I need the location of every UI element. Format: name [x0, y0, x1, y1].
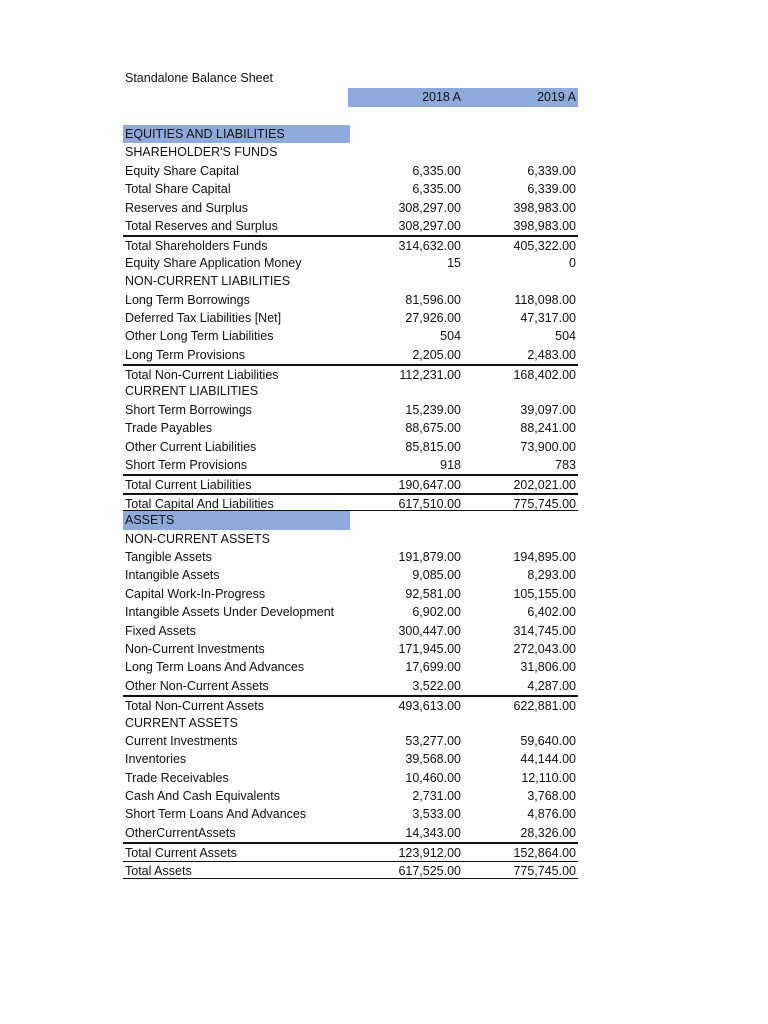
row-label: Total Share Capital: [125, 182, 231, 197]
value-2019: 31,806.00: [520, 660, 576, 675]
line-item-row: [123, 309, 578, 327]
section-band-row: [123, 511, 578, 529]
section-heading-row: [123, 143, 578, 161]
row-label: Non-Current Investments: [125, 641, 265, 656]
value-2018: 171,945.00: [398, 641, 461, 656]
value-2019: 6,339.00: [527, 163, 576, 178]
row-label: Equity Share Capital: [125, 163, 239, 178]
line-item-row: [123, 456, 578, 474]
row-label: Current Investments: [125, 733, 238, 748]
row-label: Total Current Assets: [125, 846, 237, 861]
year-header-row: [123, 88, 578, 107]
section-heading-row: [123, 382, 578, 400]
value-2018: 9,085.00: [412, 568, 461, 583]
value-2019: 398,983.00: [513, 218, 576, 233]
row-label: OtherCurrentAssets: [125, 825, 236, 840]
row-label: Total Reserves and Surplus: [125, 218, 278, 233]
line-item-row: [123, 732, 578, 750]
row-label: Short Term Loans And Advances: [125, 807, 307, 822]
row-label: Cash And Cash Equivalents: [125, 789, 280, 804]
line-item-row: [123, 787, 578, 805]
row-label: Inventories: [125, 752, 187, 767]
row-label: Intangible Assets: [125, 568, 220, 583]
value-2018: 27,926.00: [405, 310, 461, 325]
row-label: Trade Payables: [125, 421, 213, 436]
value-2019: 105,155.00: [513, 586, 576, 601]
value-2019: 39,097.00: [520, 402, 576, 417]
balance-sheet-rows: [123, 125, 578, 879]
value-2018: 15,239.00: [405, 402, 461, 417]
row-label: Trade Receivables: [125, 770, 229, 785]
row-label: Long Term Provisions: [125, 347, 245, 362]
row-label: Total Non-Current Liabilities: [125, 368, 279, 383]
row-label: ASSETS: [123, 511, 350, 529]
row-label: Short Term Borrowings: [125, 402, 252, 417]
value-2018: 3,533.00: [412, 807, 461, 822]
line-item-row: [123, 438, 578, 456]
row-label: CURRENT ASSETS: [125, 715, 238, 730]
total-row: [123, 842, 578, 860]
row-label: Other Current Liabilities: [125, 439, 257, 454]
total-row: [123, 235, 578, 253]
line-item-row: [123, 677, 578, 695]
value-2018: 81,596.00: [405, 292, 461, 307]
row-label: Total Non-Current Assets: [125, 699, 264, 714]
value-2019: 168,402.00: [513, 368, 576, 383]
value-2018: 123,912.00: [398, 846, 461, 861]
line-item-row: [123, 162, 578, 180]
value-2018: 112,231.00: [399, 368, 461, 383]
value-2019: 88,241.00: [520, 421, 576, 436]
total-row: [123, 695, 578, 713]
value-2018: 308,297.00: [398, 218, 461, 233]
value-2019: 59,640.00: [520, 733, 576, 748]
line-item-row: [123, 199, 578, 217]
value-2019: 775,745.00: [513, 863, 576, 878]
row-label: Long Term Borrowings: [125, 292, 250, 307]
value-2019: 28,326.00: [520, 825, 576, 840]
value-2019: 44,144.00: [520, 752, 576, 767]
line-item-row: [123, 217, 578, 235]
line-item-row: [123, 658, 578, 676]
row-label: Other Long Term Liabilities: [125, 329, 274, 344]
value-2019: 622,881.00: [513, 699, 576, 714]
line-item-row: [123, 750, 578, 768]
value-2018: 191,879.00: [398, 549, 461, 564]
value-2018: 300,447.00: [398, 623, 461, 638]
total-row: [123, 861, 578, 879]
value-2018: 6,335.00: [412, 163, 461, 178]
value-2019: 8,293.00: [527, 568, 576, 583]
value-2018: 92,581.00: [405, 586, 461, 601]
value-2018: 617,525.00: [398, 863, 461, 878]
value-2018: 504: [440, 329, 461, 344]
value-2019: 398,983.00: [513, 200, 576, 215]
line-item-row: [123, 291, 578, 309]
value-2019: 4,876.00: [527, 807, 576, 822]
row-label: Long Term Loans And Advances: [125, 660, 305, 675]
row-label: Short Term Provisions: [125, 458, 248, 473]
value-2018: 85,815.00: [405, 439, 461, 454]
sheet-title: Standalone Balance Sheet: [125, 71, 274, 85]
value-2018: 14,343.00: [405, 825, 461, 840]
value-2018: 6,335.00: [412, 182, 461, 197]
line-item-row: [123, 824, 578, 842]
spacer: [123, 107, 578, 125]
value-2018: 3,522.00: [412, 678, 461, 693]
row-label: CURRENT LIABILITIES: [125, 384, 259, 399]
value-2019: 12,110.00: [521, 770, 576, 785]
line-item-row: [123, 327, 578, 345]
section-heading-row: [123, 714, 578, 732]
value-2019: 775,745.00: [513, 496, 576, 511]
value-2018: 39,568.00: [405, 752, 461, 767]
year-header-2019: 2019 A: [537, 90, 576, 104]
value-2019: 202,021.00: [513, 478, 576, 493]
value-2018: 10,460.00: [405, 770, 461, 785]
value-2018: 190,647.00: [398, 478, 461, 493]
row-label: Tangible Assets: [125, 549, 212, 564]
balance-sheet: [123, 69, 578, 879]
line-item-row: [123, 346, 578, 364]
value-2018: 88,675.00: [405, 421, 461, 436]
row-label: Equity Share Application Money: [125, 255, 302, 270]
value-2018: 617,510.00: [398, 496, 461, 511]
line-item-row: [123, 180, 578, 198]
value-2018: 6,902.00: [412, 605, 461, 620]
value-2019: 194,895.00: [513, 549, 576, 564]
row-label: Total Shareholders Funds: [125, 239, 268, 254]
line-item-row: [123, 548, 578, 566]
line-item-row: [123, 401, 578, 419]
value-2019: 783: [555, 458, 576, 473]
total-row: [123, 364, 578, 382]
row-label: Other Non-Current Assets: [125, 678, 269, 693]
row-label: NON-CURRENT LIABILITIES: [125, 274, 291, 289]
value-2018: 493,613.00: [398, 699, 461, 714]
section-heading-row: [123, 272, 578, 290]
line-item-row: [123, 769, 578, 787]
value-2018: 918: [440, 458, 461, 473]
value-2019: 6,339.00: [527, 182, 576, 197]
value-2019: 314,745.00: [513, 623, 576, 638]
value-2019: 272,043.00: [513, 641, 576, 656]
line-item-row: [123, 640, 578, 658]
value-2019: 118,098.00: [514, 292, 576, 307]
line-item-row: [123, 805, 578, 823]
value-2019: 405,322.00: [513, 239, 576, 254]
row-label: Deferred Tax Liabilities [Net]: [125, 310, 282, 325]
value-2019: 504: [555, 329, 576, 344]
value-2019: 47,317.00: [520, 310, 576, 325]
row-label: Total Assets: [125, 863, 192, 878]
line-item-row: [123, 254, 578, 272]
value-2019: 3,768.00: [527, 789, 576, 804]
row-label: SHAREHOLDER'S FUNDS: [125, 145, 278, 160]
total-row: [123, 474, 578, 492]
row-label: EQUITIES AND LIABILITIES: [123, 125, 350, 143]
row-label: Total Capital And Liabilities: [125, 496, 274, 511]
value-2018: 2,205.00: [412, 347, 461, 362]
line-item-row: [123, 585, 578, 603]
value-2019: 152,864.00: [513, 846, 576, 861]
value-2018: 15: [447, 255, 461, 270]
section-heading-row: [123, 530, 578, 548]
line-item-row: [123, 603, 578, 621]
value-2018: 53,277.00: [405, 733, 461, 748]
value-2018: 314,632.00: [398, 239, 461, 254]
row-label: NON-CURRENT ASSETS: [125, 531, 270, 546]
value-2019: 2,483.00: [527, 347, 576, 362]
value-2019: 0: [569, 255, 576, 270]
row-label: Capital Work-In-Progress: [125, 586, 266, 601]
row-label: Reserves and Surplus: [125, 200, 248, 215]
total-row: [123, 493, 578, 511]
value-2018: 17,699.00: [405, 660, 461, 675]
section-band-row: [123, 125, 578, 143]
line-item-row: [123, 622, 578, 640]
value-2019: 4,287.00: [527, 678, 576, 693]
line-item-row: [123, 566, 578, 584]
value-2019: 6,402.00: [527, 605, 576, 620]
line-item-row: [123, 419, 578, 437]
row-label: Total Current Liabilities: [125, 478, 252, 493]
value-2018: 2,731.00: [412, 789, 461, 804]
year-header-2018: 2018 A: [422, 90, 461, 104]
row-label: Intangible Assets Under Development: [125, 605, 335, 620]
value-2018: 308,297.00: [398, 200, 461, 215]
value-2019: 73,900.00: [520, 439, 576, 454]
row-label: Fixed Assets: [125, 623, 196, 638]
